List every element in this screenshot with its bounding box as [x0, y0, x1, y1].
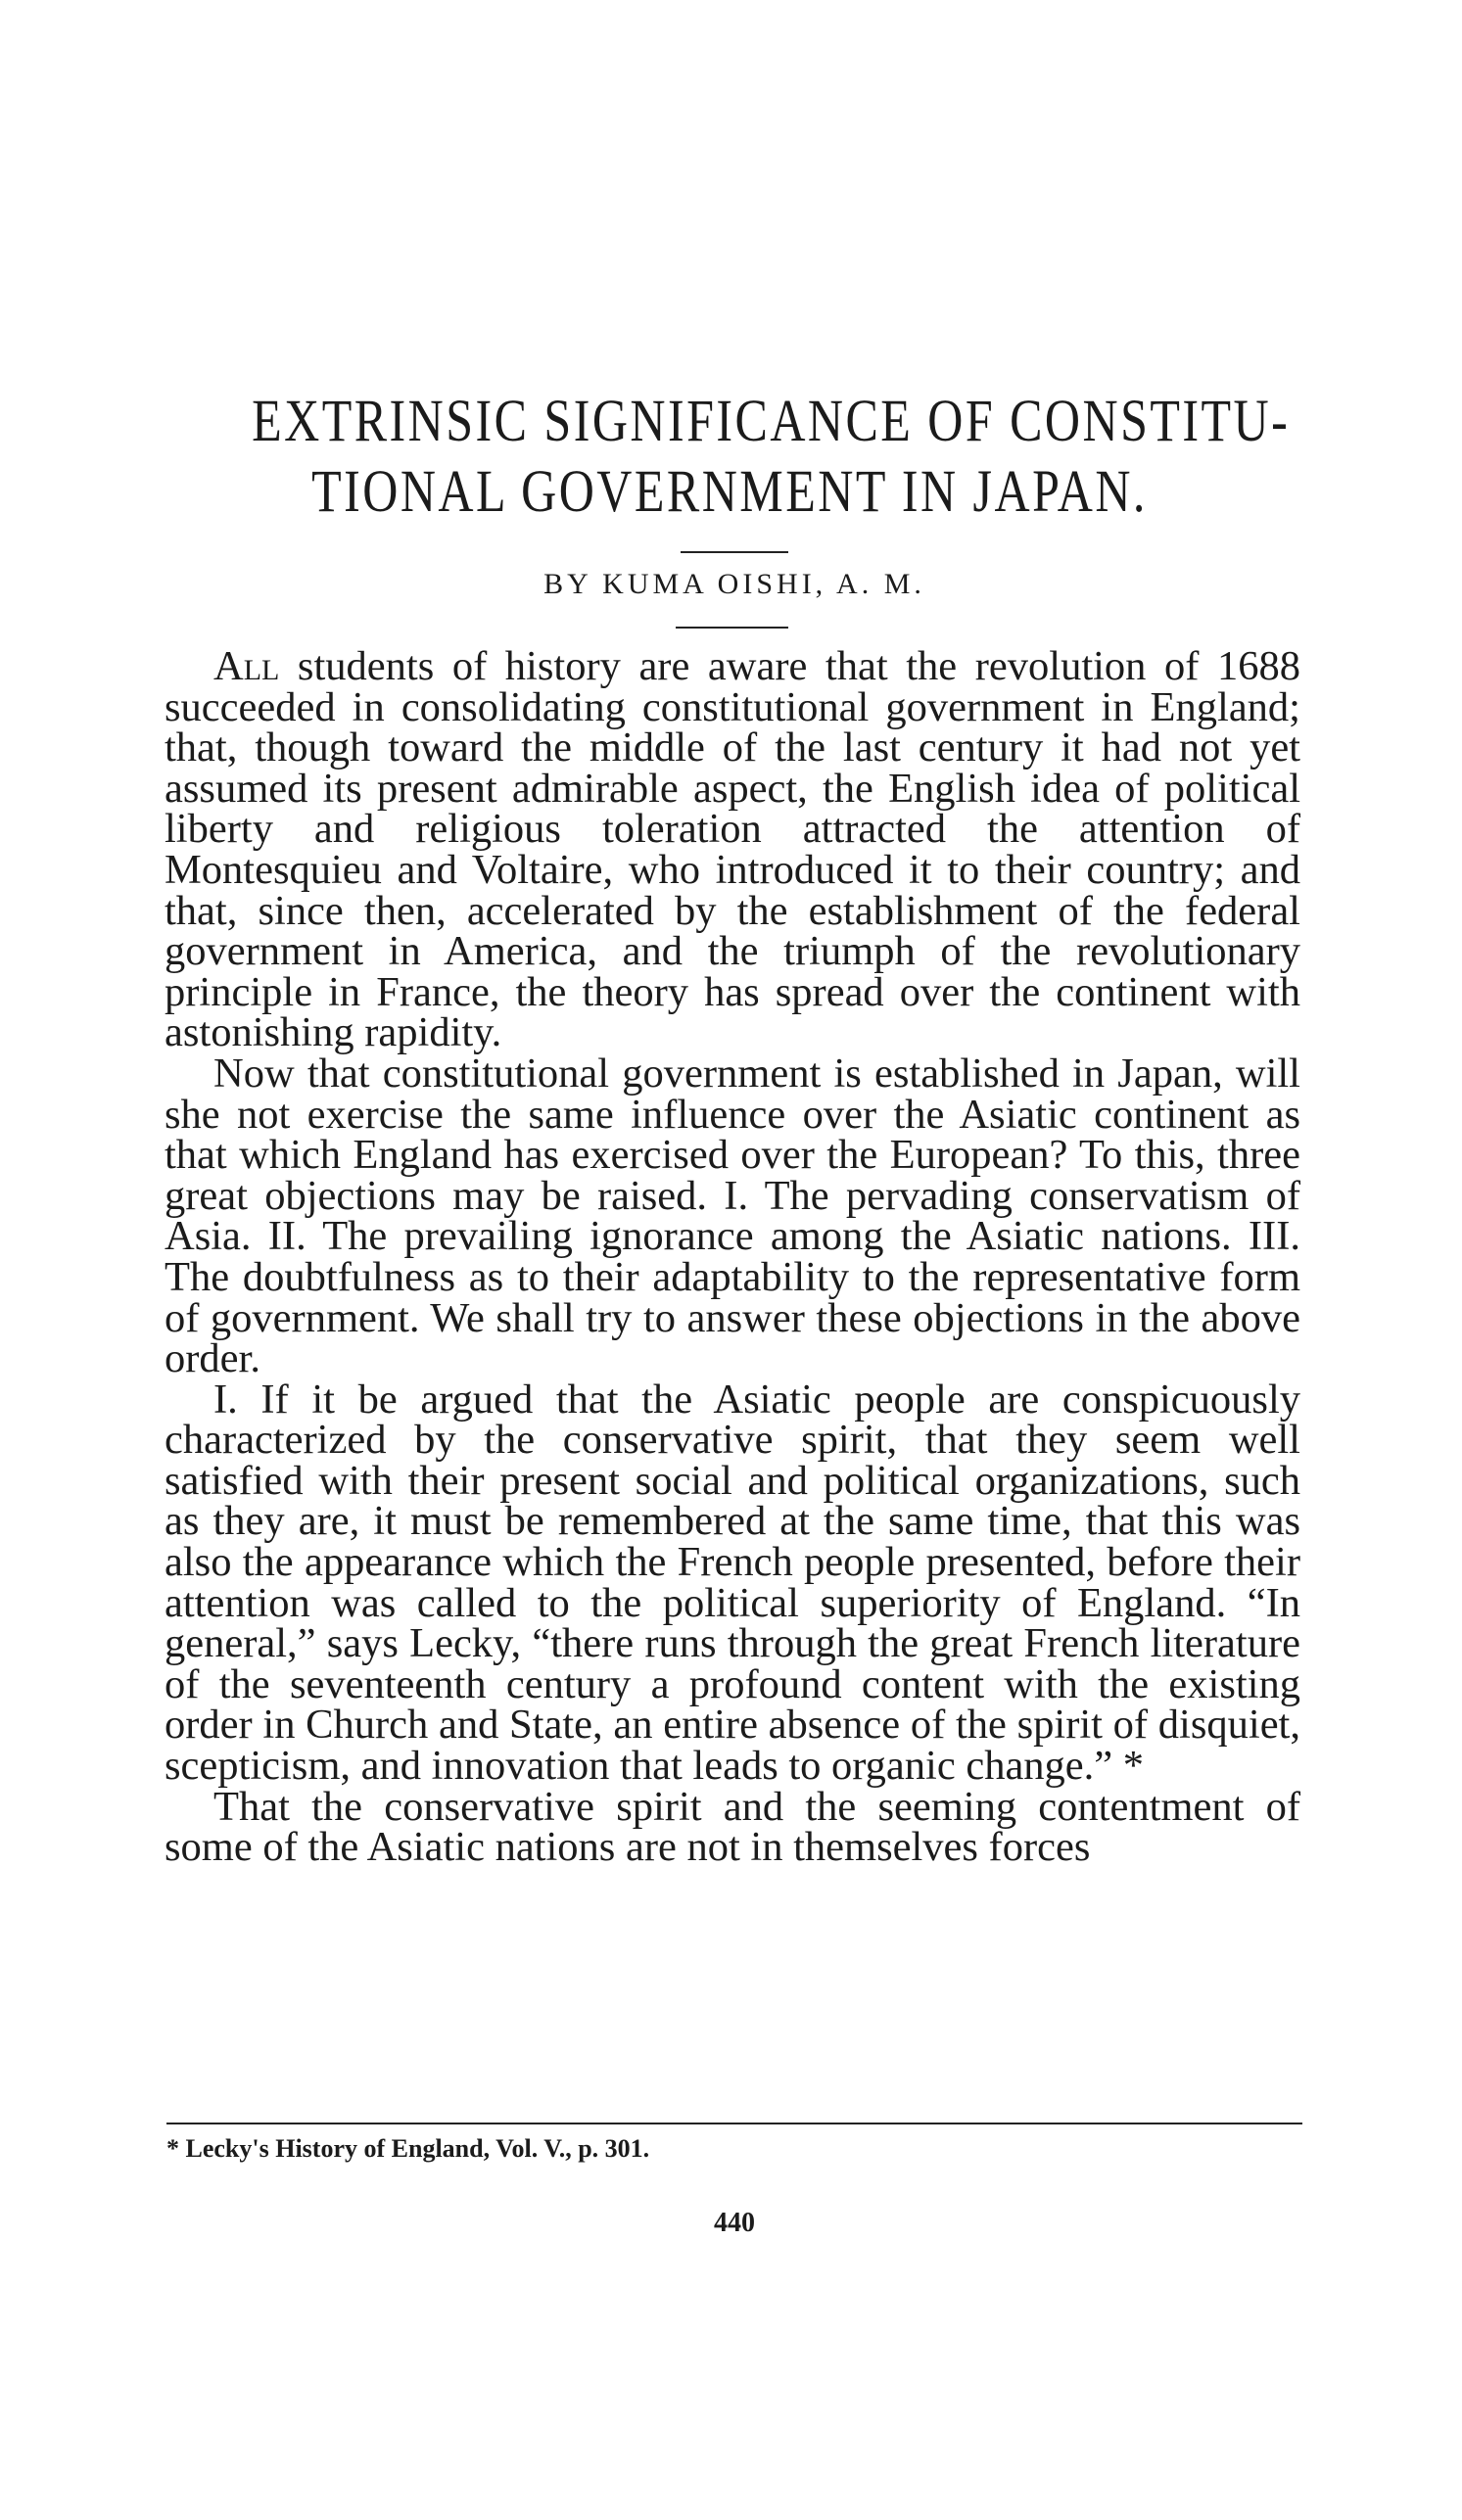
byline: BY KUMA OISHI, A. M.: [543, 568, 925, 600]
footnote: * Lecky's History of England, Vol. V., p. 301.: [166, 2134, 650, 2163]
paragraph-text: I. If it be argued that the Asiatic people are conspicuously characterized by the conservative spirit, that they seem well satisfied with their present social and political organizations, such as they are, it must be remembered at the same time, that this was also the appearance which the French people presented, before their attention was called to the political superiority of England. “In general,” says Lecky, “there runs through the great French literature of the seventeenth century a profound content with the existing order in Church and State, an entire absence of the spirit of disquiet, scepticism, and innovation that leads to organic change.” *: [165, 1376, 1300, 1790]
paragraph-1: [165, 643, 1300, 1056]
title-line-2: TIONAL GOVERNMENT IN JAPAN.: [311, 459, 1148, 525]
paragraph-text: That the conservative spirit and the seeming contentment of some of the Asiatic nations are not in themselves forces: [165, 1783, 1300, 1871]
byline-rule: [676, 627, 788, 629]
page-number: 440: [714, 2208, 755, 2238]
article-body: [165, 643, 1300, 1871]
paragraph-text: students of history are aware that the revolution of 1688 succeeded in consolidating constitutional government in England; that, though toward the middle of the last century it had not yet assumed its present admirable aspect, the English idea of political liberty and religious toleration attracted the attention of Montesquieu and Voltaire, who introduced it to their country; and that, since then, accelerated by the establishment of the federal government in America, and the triumph of the revolutionary principle in France, the theory has spread over the continent with astonishing rapidity.: [165, 643, 1300, 1056]
article-title: [252, 387, 1291, 528]
footnote-rule: [166, 2123, 1302, 2124]
title-rule: [681, 551, 788, 553]
paragraph-3: [165, 1376, 1300, 1790]
paragraph-4: [165, 1783, 1300, 1871]
paragraph-lead: All: [213, 643, 280, 689]
title-line-1: EXTRINSIC SIGNIFICANCE OF CONSTITU-: [252, 389, 1291, 454]
paragraph-text: Now that constitutional government is established in Japan, will she not exercise the same influence over the Asiatic continent as that which England has exercised over the European? To this, three great objections may be raised. I. The pervading conservatism of Asia. II. The prevailing ignorance among the Asiatic nations. III. The doubtfulness as to their adaptability to the representative form of government. We shall try to answer these objections in the above order.: [165, 1050, 1300, 1382]
paragraph-2: [165, 1050, 1300, 1382]
